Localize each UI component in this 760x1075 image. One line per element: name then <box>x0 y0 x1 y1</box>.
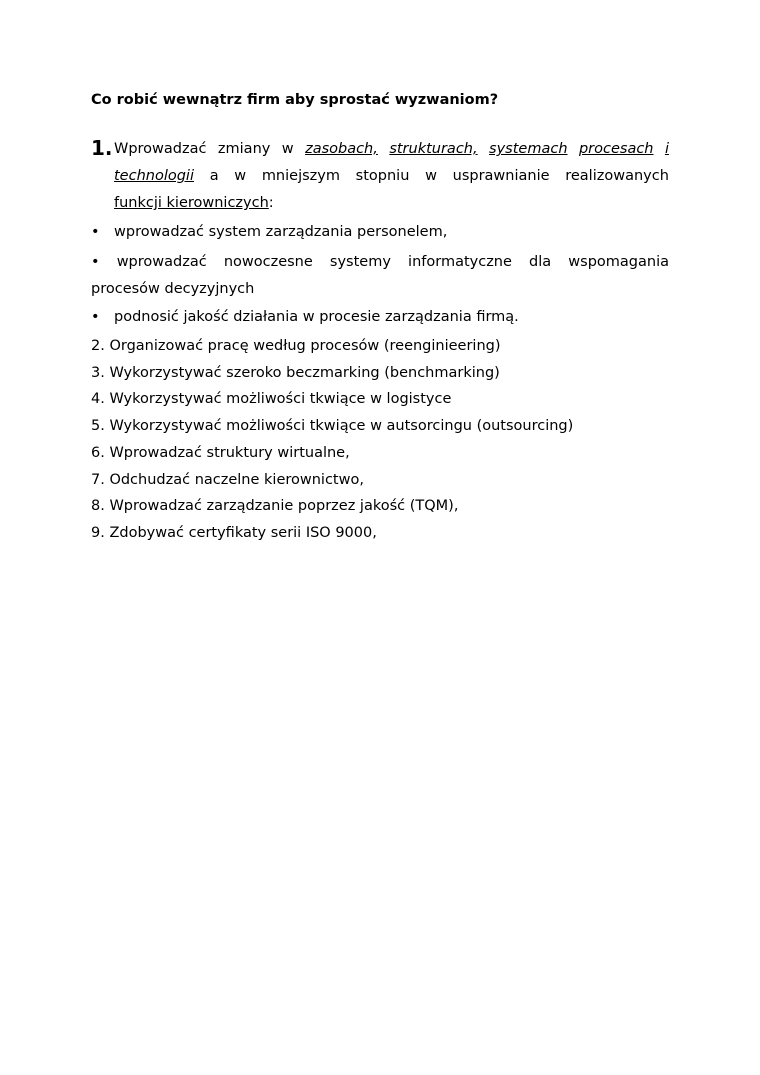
document-title: Co robić wewnątrz firm aby sprostać wyzwaniom? <box>91 92 499 108</box>
word: procesach <box>578 141 654 157</box>
bullet-item-2 <box>91 252 669 298</box>
word: w <box>281 141 294 157</box>
word: Wprowadzać <box>114 141 207 157</box>
item-1-line-1 <box>114 139 669 159</box>
bullet-text: wprowadzać system zarządzania personelem, <box>114 224 448 240</box>
word: wspomagania <box>568 254 669 270</box>
list-item-9: 9. Zdobywać certyfikaty serii ISO 9000, <box>91 525 377 541</box>
word: wprowadzać <box>116 254 207 270</box>
bullet-item-2-line-2: procesów decyzyjnych <box>91 281 255 297</box>
word: systemach <box>489 141 568 157</box>
bullet-icon: • <box>91 224 100 240</box>
item-number: 1. <box>91 136 113 160</box>
list-item-5: 5. Wykorzystywać możliwości tkwiące w autsorcingu (outsourcing) <box>91 418 574 434</box>
bullet-item-2-line-1 <box>91 252 669 272</box>
list-item-7: 7. Odchudzać naczelne kierownictwo, <box>91 472 364 488</box>
word: usprawnianie <box>452 168 550 184</box>
word: informatyczne <box>408 254 512 270</box>
word: zmiany <box>217 141 271 157</box>
word: realizowanych <box>565 168 669 184</box>
word: w <box>234 168 247 184</box>
word: a <box>209 168 219 184</box>
item-1-line-3 <box>114 193 669 213</box>
word: zasobach, <box>305 141 378 157</box>
item-1-line-2 <box>114 166 669 186</box>
word: w <box>425 168 437 184</box>
word: technologii <box>114 168 194 184</box>
list-item-8: 8. Wprowadzać zarządzanie poprzez jakość (TQM), <box>91 498 459 514</box>
underlined-phrase: funkcji kierowniczych <box>114 195 269 211</box>
bullet-icon: • <box>91 309 100 325</box>
list-item-4: 4. Wykorzystywać możliwości tkwiące w logistyce <box>91 391 452 407</box>
word: stopniu <box>355 168 410 184</box>
word: i <box>664 141 669 157</box>
bullet-icon: • <box>91 254 100 270</box>
word: : <box>268 195 274 211</box>
bullet-text: podnosić jakość działania w procesie zarządzania firmą. <box>114 309 519 325</box>
word: mniejszym <box>261 168 340 184</box>
word: nowoczesne <box>223 254 313 270</box>
list-item-2: 2. Organizować pracę według procesów (reenginieering) <box>91 338 501 354</box>
list-item-6: 6. Wprowadzać struktury wirtualne, <box>91 445 350 461</box>
list-item-3: 3. Wykorzystywać szeroko beczmarking (benchmarking) <box>91 365 500 381</box>
word: dla <box>529 254 552 270</box>
word: systemy <box>329 254 391 270</box>
word: strukturach, <box>389 141 478 157</box>
